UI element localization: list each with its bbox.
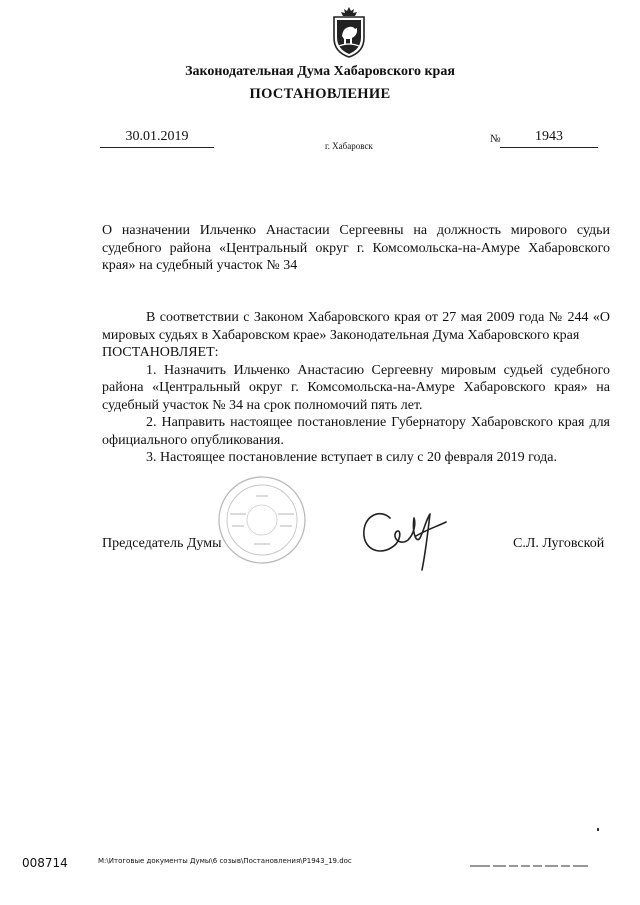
resolution-item: 1. Назначить Ильченко Анастасию Сергеевну мировым судьей судебного района «Центральный округ г. Комсомольска-на-Амуре Хабаровского края» на судебный участок № 34 на срок полномочий пять лет. — [102, 362, 610, 413]
resolution-item: 3. Настоящее постановление вступает в силу с 20 февраля 2019 года. — [146, 450, 557, 465]
document-city: г. Хабаровск — [325, 141, 373, 151]
file-path: M:\Итоговые документы Думы\6 созыв\Постановления\Р1943_19.doc — [98, 857, 352, 865]
handwritten-signature — [356, 500, 452, 578]
chairman-position: Председатель Думы — [102, 536, 222, 551]
document-body — [102, 309, 610, 467]
print-footnote — [470, 863, 588, 869]
organization-name: Законодательная Дума Хабаровского края — [185, 64, 455, 79]
preamble: В соответствии с Законом Хабаровского края от 27 мая 2009 года № 244 «О мировых судьях в Хабаровском крае» Законодательная Дума Хабаровского края — [102, 310, 610, 343]
number-sign: № — [490, 133, 501, 145]
official-seal-stamp — [216, 474, 308, 566]
document-type: ПОСТАНОВЛЕНИЕ — [249, 86, 391, 102]
coat-of-arms-icon — [330, 6, 368, 58]
document-number: 1943 — [535, 129, 563, 144]
resolution-item: 2. Направить настоящее постановление Губернатору Хабаровского края для официального опубликования. — [102, 415, 610, 448]
document-date: 30.01.2019 — [125, 129, 189, 144]
document-title: О назначении Ильченко Анастасии Сергеевны на должность мирового судьи судебного района «Центральный округ г. Комсомольска-на-Амуре Хабаровского края» на судебный участок № 34 — [102, 223, 610, 273]
scan-mark — [597, 828, 599, 831]
file-number: 008714 — [22, 856, 68, 870]
resolves-heading: ПОСТАНОВЛЯЕТ: — [102, 345, 219, 360]
date-underline — [100, 147, 214, 148]
number-underline — [500, 147, 598, 148]
chairman-name: С.Л. Луговской — [513, 536, 605, 551]
